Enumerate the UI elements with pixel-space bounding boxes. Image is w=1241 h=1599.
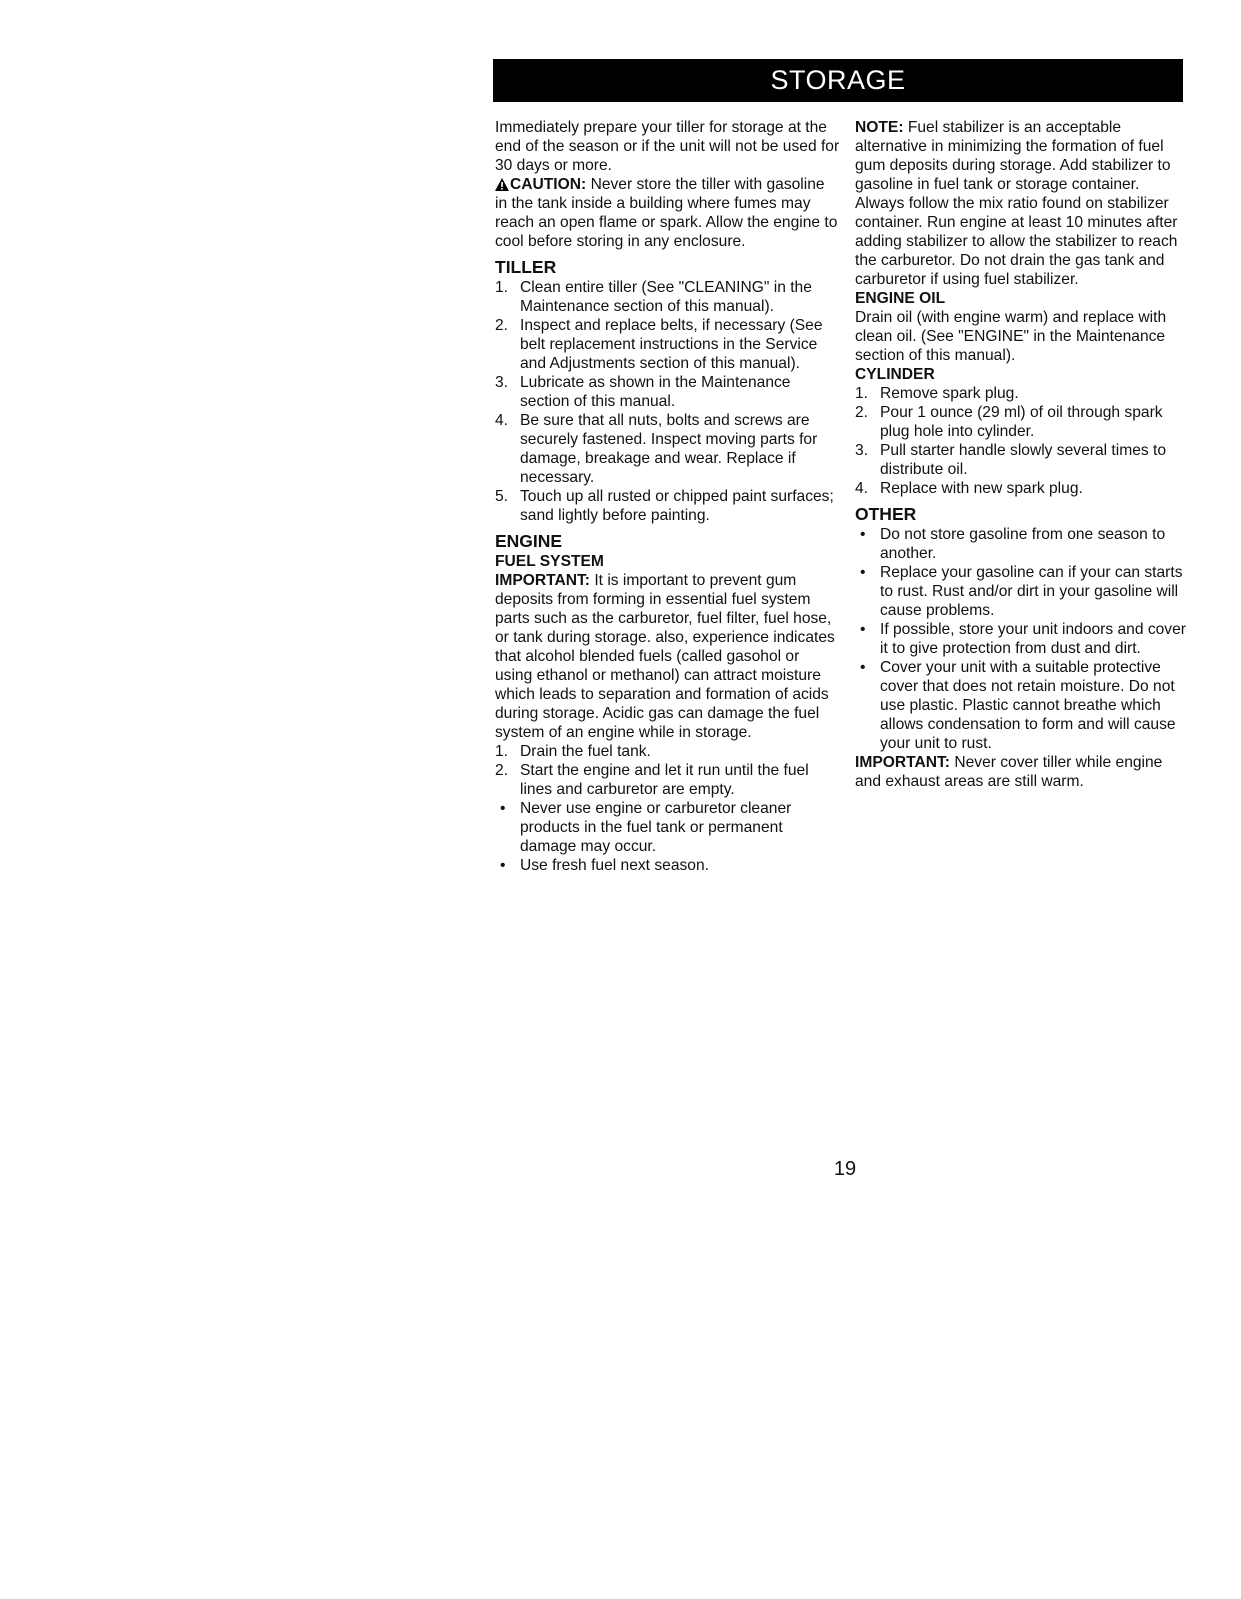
bullet-icon: • bbox=[860, 564, 866, 581]
list-item: 4. Be sure that all nuts, bolts and screws are securely fastened. Inspect moving parts for damage, breakage and wear. Replace if necessary. bbox=[495, 412, 818, 486]
note-paragraph: NOTE: Fuel stabilizer is an acceptable alternative in minimizing the formation of fuel gum deposits during storage. Add stabilizer to gasoline in fuel tank or storage container. Always follow the mix ratio found on stabilizer container. Run engine at least 10 minutes after adding stabilizer to allow the stabilizer to reach the carburetor. Do not drain the gas tank and carburetor if using fuel stabilizer. bbox=[855, 119, 1178, 288]
list-item: 2. Inspect and replace belts, if necessary (See belt replacement instructions in the Service and Adjustments section of this manual). bbox=[495, 317, 823, 372]
left-column bbox=[495, 118, 840, 875]
list-item: 1. Clean entire tiller (See "CLEANING" in the Maintenance section of this manual). bbox=[495, 279, 812, 315]
warning-triangle-icon bbox=[495, 178, 509, 191]
important-label: IMPORTANT: bbox=[495, 572, 590, 589]
storage-important-paragraph: IMPORTANT: Never cover tiller while engine and exhaust areas are still warm. bbox=[855, 754, 1163, 790]
list-item: • If possible, store your unit indoors and cover it to give protection from dust and dirt. bbox=[860, 621, 1186, 657]
list-item: • Use fresh fuel next season. bbox=[500, 857, 709, 874]
list-item: 1. Drain the fuel tank. bbox=[495, 743, 651, 760]
intro-paragraph: Immediately prepare your tiller for storage at the end of the season or if the unit will not be used for 30 days or more. bbox=[495, 119, 840, 174]
fuel-important-paragraph: IMPORTANT: It is important to prevent gum deposits from forming in essential fuel system parts such as the carburetor, fuel filter, fuel hose, or tank during storage. also, experience indicates that alcohol blended fuels (called gasohol or using ethanol or methanol) can attract moisture which leads to separation and formation of acids during storage. Acidic gas can damage the fuel system of an engine while in storage. bbox=[495, 572, 835, 741]
caution-paragraph bbox=[495, 175, 840, 251]
list-item: 4. Replace with new spark plug. bbox=[855, 480, 1083, 497]
other-heading: OTHER bbox=[855, 504, 917, 524]
engine-oil-paragraph: Drain oil (with engine warm) and replace with clean oil. (See "ENGINE" in the Maintenance section of this manual). bbox=[855, 309, 1167, 364]
list-item: 1. Remove spark plug. bbox=[855, 385, 1019, 402]
note-label: NOTE: bbox=[855, 119, 904, 136]
list-item: • Cover your unit with a suitable protective cover that does not retain moisture. Do not use plastic. Plastic cannot breathe which allows condensation to form and will cause your unit to rust. bbox=[860, 659, 1176, 752]
other-bullets bbox=[855, 525, 1190, 753]
tiller-heading: TILLER bbox=[495, 257, 557, 277]
right-column bbox=[855, 118, 1190, 791]
cylinder-steps bbox=[855, 384, 1190, 498]
bullet-icon: • bbox=[860, 621, 866, 638]
fuel-steps bbox=[495, 742, 840, 799]
list-item: • Do not store gasoline from one season to another. bbox=[860, 526, 1166, 562]
caution-text: Never store the tiller with gasoline in the tank inside a building where fumes may reach an open flame or spark. Allow the engine to cool before storing in any enclosure. bbox=[495, 176, 838, 250]
list-item: 2. Pour 1 ounce (29 ml) of oil through spark plug hole into cylinder. bbox=[855, 404, 1163, 440]
engine-oil-heading: ENGINE OIL bbox=[855, 290, 946, 307]
cylinder-heading: CYLINDER bbox=[855, 366, 935, 383]
bullet-icon: • bbox=[860, 526, 866, 543]
tiller-steps bbox=[495, 278, 840, 525]
fuel-bullets bbox=[495, 799, 840, 875]
important-label: IMPORTANT: bbox=[855, 754, 950, 771]
fuel-system-heading: FUEL SYSTEM bbox=[495, 553, 604, 570]
list-item: 2. Start the engine and let it run until the fuel lines and carburetor are empty. bbox=[495, 762, 809, 798]
list-item: 5. Touch up all rusted or chipped paint surfaces; sand lightly before painting. bbox=[495, 488, 834, 524]
bullet-icon: • bbox=[500, 800, 506, 817]
engine-heading: ENGINE bbox=[495, 531, 563, 551]
section-title-banner: STORAGE bbox=[493, 59, 1183, 102]
list-item: • Never use engine or carburetor cleaner products in the fuel tank or permanent damage may occur. bbox=[500, 800, 792, 855]
list-item: • Replace your gasoline can if your can starts to rust. Rust and/or dirt in your gasoline will cause problems. bbox=[860, 564, 1183, 619]
list-item: 3. Pull starter handle slowly several times to distribute oil. bbox=[855, 442, 1167, 478]
list-item: 3. Lubricate as shown in the Maintenance section of this manual. bbox=[495, 374, 791, 410]
page-number: 19 bbox=[833, 1158, 857, 1180]
bullet-icon: • bbox=[860, 659, 866, 676]
caution-label: CAUTION: bbox=[510, 176, 587, 193]
bullet-icon: • bbox=[500, 857, 506, 874]
